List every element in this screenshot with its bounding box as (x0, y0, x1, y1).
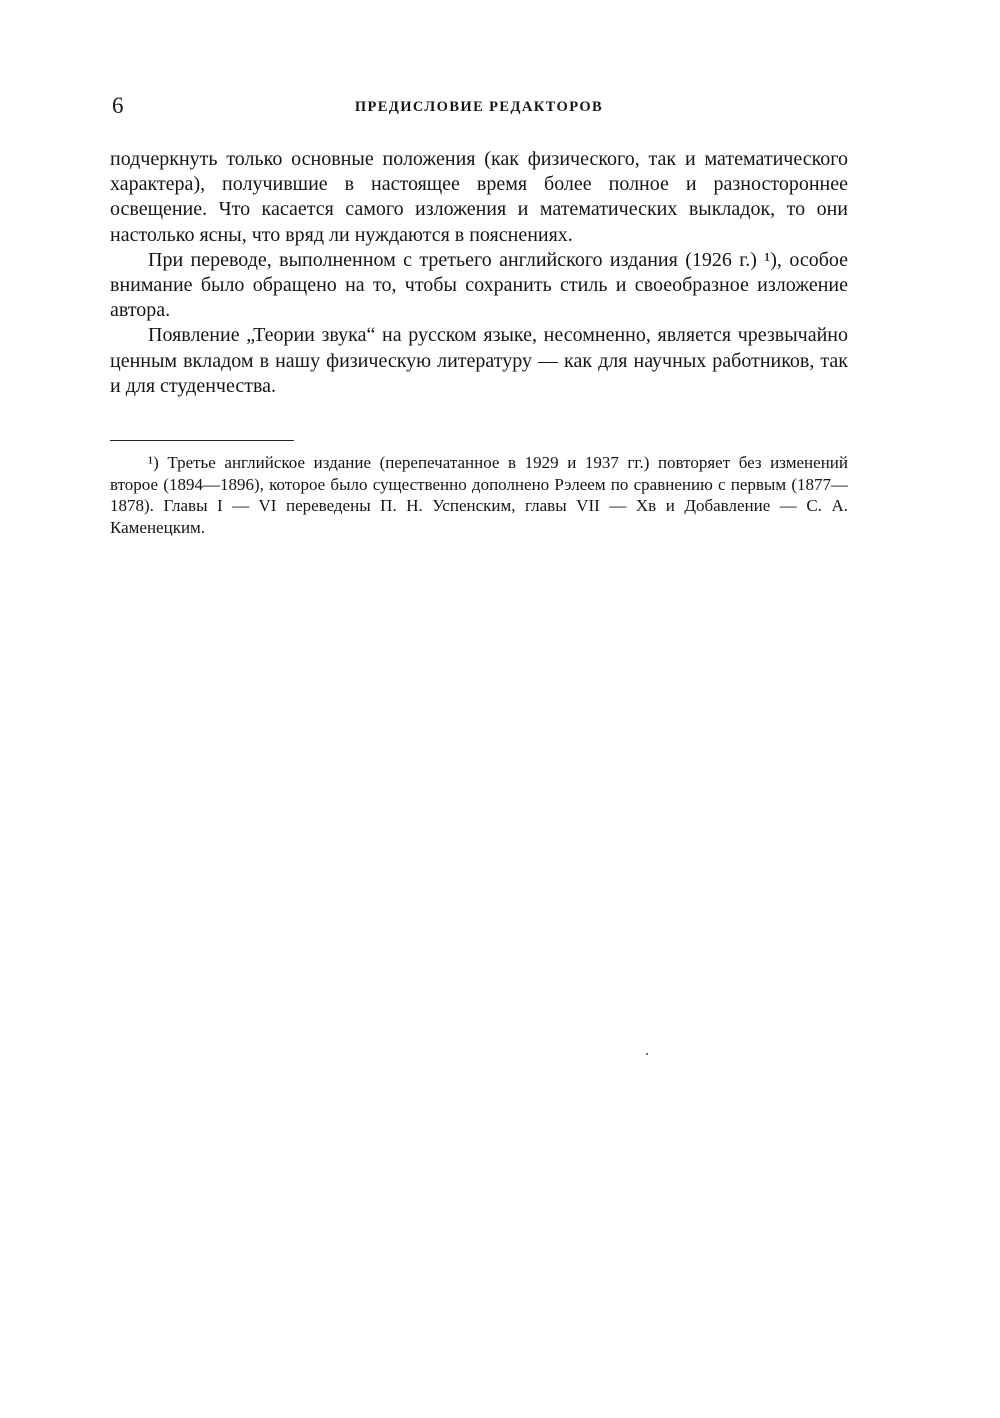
footnote: ¹) Третье английское издание (перепечатанное в 1929 и 1937 гг.) повторяет без изменений второе (1894—1896), которое было существенно дополнено Рэлеем по сравнению с первым (1877—1878). Главы I — VI переведены П. Н. Успенским, главы VII — Хв и Добавление — С. А. Каменецким. (110, 453, 848, 537)
print-speck (646, 1053, 648, 1055)
footnote-separator (110, 440, 294, 441)
main-text (110, 147, 848, 399)
book-page (110, 0, 848, 1418)
paragraph: При переводе, выполненном с третьего английского издания (1926 г.) ¹), особое внимание было обращено на то, чтобы сохранить стиль и своеобразное изложение автора. (110, 248, 848, 322)
paragraph: подчеркнуть только основные положения (как физического, так и математического характера), получившие в настоящее время более полное и разностороннее освещение. Что касается самого изложения и математических выкладок, то они настолько ясны, что вряд ли нуждаются в пояснениях. (110, 148, 848, 246)
page-number: 6 (112, 93, 124, 118)
running-title: ПРЕДИСЛОВИЕ РЕДАКТОРОВ (354, 99, 604, 115)
page-header (110, 94, 848, 124)
paragraph: Появление „Теории звука“ на русском языке, несомненно, является чрезвычайно ценным вкладом в нашу физическую литературу — как для научных работников, так и для студенчества. (110, 324, 848, 397)
